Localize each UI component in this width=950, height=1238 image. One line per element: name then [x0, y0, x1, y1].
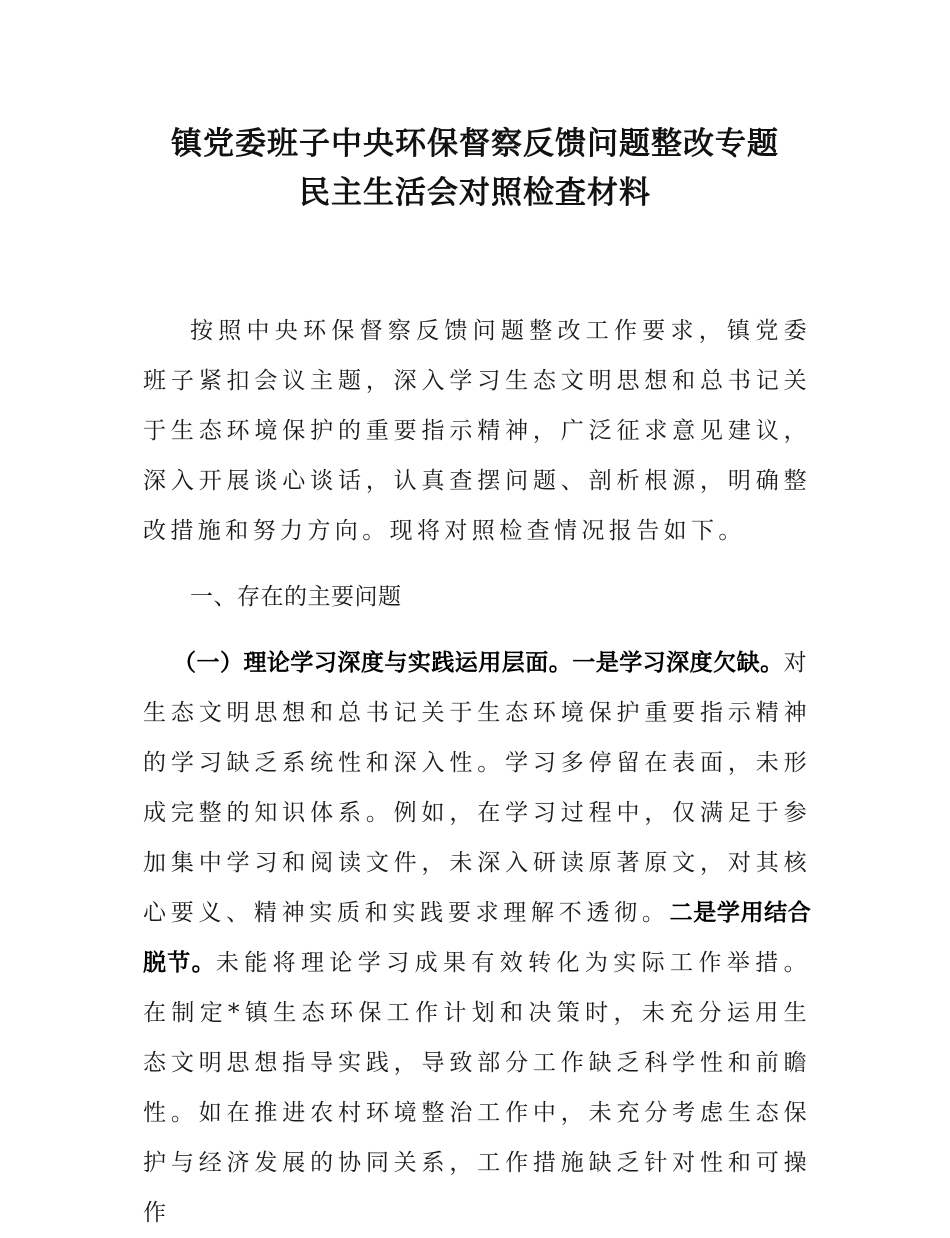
section-heading-1: 一、存在的主要问题 [190, 584, 402, 610]
document-title-line-2: 民主生活会对照检查材料 [299, 175, 651, 211]
point-1-text: 对生态文明思想和总书记关于生态环境保护重要指示精神的学习缺乏系统性和深入性。学习多停留在表面，未形成完整的知识体系。例如，在学习过程中，仅满足于参加集中学习和阅读文件，未深入研读原著原文，对其核心要义、精神实质和实践要求理解不透彻。 [143, 650, 811, 926]
document-body [143, 306, 811, 1238]
subsection-heading: （一）理论学习深度与实践运用层面。 [173, 650, 573, 676]
intro-paragraph: 按照中央环保督察反馈问题整改工作要求，镇党委班子紧扣会议主题，深入学习生态文明思想和总书记关于生态环境保护的重要指示精神，广泛征求意见建议，深入开展谈心谈话，认真查摆问题、剖析根源，明确整改措施和努力方向。现将对照检查情况报告如下。 [143, 318, 811, 544]
document-title-line-1: 镇党委班子中央环保督察反馈问题整改专题 [171, 126, 779, 162]
point-2-title: 二是学用结合脱节。 [143, 900, 811, 976]
point-1-title: 一是学习深度欠缺。 [572, 650, 784, 676]
point-2-text: 未能将理论学习成果有效转化为实际工作举措。在制定*镇生态环保工作计划和决策时，未充分运用生态文明思想指导实践，导致部分工作缺乏科学性和前瞻性。如在推进农村环境整治工作中，未充分考虑生态保护与经济发展的协同关系，工作措施缺乏针对性和可操作 [143, 950, 811, 1226]
subsection-paragraph-1 [143, 638, 811, 1238]
